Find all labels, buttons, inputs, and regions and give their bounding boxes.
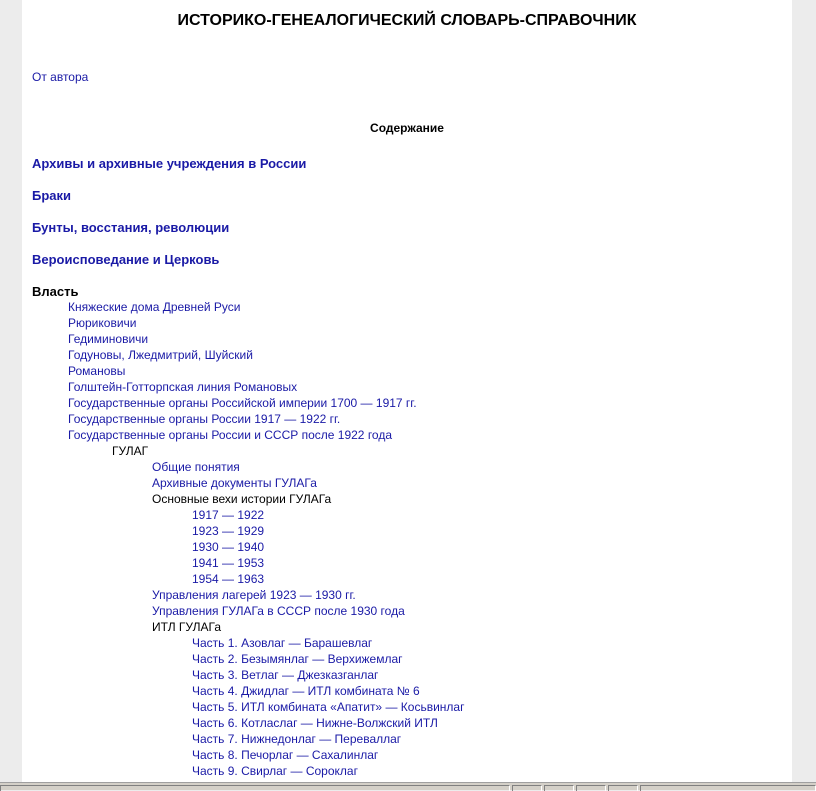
link-period-1923-1929[interactable]: 1923 — 1929 <box>192 524 265 538</box>
link-part-2[interactable]: Часть 2. Безымянлаг — Верхижемлаг <box>192 652 403 666</box>
browser-status-bar <box>0 782 816 790</box>
gulag-heading: ГУЛАГ <box>112 444 149 458</box>
contents-heading: Содержание <box>370 121 444 135</box>
link-godunovs[interactable]: Годуновы, Лжедмитрий, Шуйский <box>68 348 253 362</box>
status-bar-main-panel <box>0 785 510 791</box>
link-period-1954-1963[interactable]: 1954 — 1963 <box>192 572 265 586</box>
link-rurikids[interactable]: Рюриковичи <box>68 316 137 330</box>
section-link-riots[interactable]: Бунты, восстания, революции <box>32 220 230 235</box>
gulag-milestones-heading: Основные вехи истории ГУЛАГа <box>152 492 332 506</box>
section-link-archives[interactable]: Архивы и архивные учреждения в России <box>32 156 307 171</box>
link-part-7[interactable]: Часть 7. Нижнедонлаг — Переваллаг <box>192 732 402 746</box>
link-period-1917-1922[interactable]: 1917 — 1922 <box>192 508 265 522</box>
status-bar-panel <box>576 785 606 791</box>
link-part-1[interactable]: Часть 1. Азовлаг — Барашевлаг <box>192 636 373 650</box>
link-general-concepts[interactable]: Общие понятия <box>152 460 240 474</box>
link-part-3[interactable]: Часть 3. Ветлаг — Джезказганлаг <box>192 668 379 682</box>
link-part-4[interactable]: Часть 4. Джидлаг — ИТЛ комбината № 6 <box>192 684 420 698</box>
link-part-8[interactable]: Часть 8. Печорлаг — Сахалинлаг <box>192 748 379 762</box>
link-part-6[interactable]: Часть 6. Котласлаг — Нижне-Волжский ИТЛ <box>192 716 438 730</box>
link-state-bodies-1917-1922[interactable]: Государственные органы России 1917 — 1922 гг. <box>68 412 341 426</box>
page-title: ИСТОРИКО-ГЕНЕАЛОГИЧЕСКИЙ СЛОВАРЬ-СПРАВОЧНИК <box>177 12 637 29</box>
link-camp-administrations[interactable]: Управления лагерей 1923 — 1930 гг. <box>152 588 356 602</box>
link-state-bodies-1700-1917[interactable]: Государственные органы Российской империи 1700 — 1917 гг. <box>68 396 417 410</box>
author-link[interactable]: От автора <box>32 70 89 84</box>
link-holstein-gottorp[interactable]: Голштейн-Готторпская линия Романовых <box>68 380 298 394</box>
link-princely-houses[interactable]: Княжеские дома Древней Руси <box>68 300 241 314</box>
link-gediminids[interactable]: Гедиминовичи <box>68 332 149 346</box>
link-gulag-documents[interactable]: Архивные документы ГУЛАГа <box>152 476 317 490</box>
status-bar-panel <box>608 785 638 791</box>
link-romanovs[interactable]: Романовы <box>68 364 126 378</box>
contents-tree <box>22 299 464 779</box>
link-period-1941-1953[interactable]: 1941 — 1953 <box>192 556 265 570</box>
section-link-religion[interactable]: Вероисповедание и Церковь <box>32 252 220 267</box>
status-bar-panel <box>512 785 542 791</box>
itl-heading: ИТЛ ГУЛАГа <box>152 620 221 634</box>
status-bar-zone-panel <box>640 785 816 791</box>
status-bar-panel <box>544 785 574 791</box>
link-state-bodies-after-1922[interactable]: Государственные органы России и СССР после 1922 года <box>68 428 393 442</box>
link-part-5[interactable]: Часть 5. ИТЛ комбината «Апатит» — Косьвинлаг <box>192 700 465 714</box>
link-gulag-administrations[interactable]: Управления ГУЛАГа в СССР после 1930 года <box>152 604 405 618</box>
link-period-1930-1940[interactable]: 1930 — 1940 <box>192 540 265 554</box>
link-part-9[interactable]: Часть 9. Свирлаг — Сороклаг <box>192 764 358 778</box>
section-heading-power: Власть <box>32 284 79 299</box>
section-link-marriages[interactable]: Браки <box>32 188 72 203</box>
document-page <box>22 0 792 782</box>
